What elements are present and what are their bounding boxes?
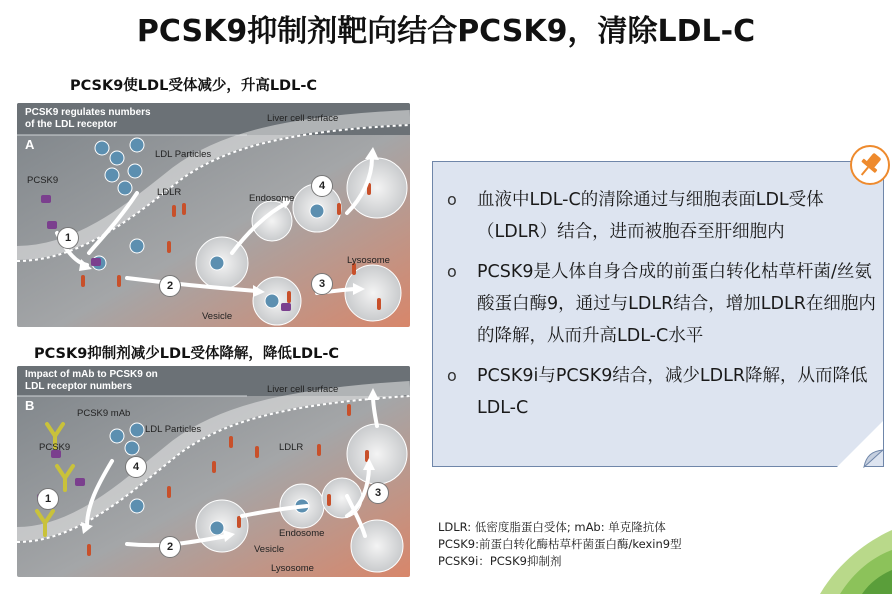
label-ldl-particles-b: LDL Particles bbox=[145, 424, 202, 435]
page-curl-icon bbox=[836, 420, 884, 468]
panel-b-diagram bbox=[17, 366, 410, 577]
label-ldlr-b: LDLR bbox=[279, 442, 304, 453]
step-3-badge-b: 3 bbox=[367, 482, 389, 504]
step-1-badge-b: 1 bbox=[37, 488, 59, 510]
step-4-badge: 4 bbox=[311, 175, 333, 197]
panel-a-caption: PCSK9使LDL受体减少，升高LDL-C bbox=[70, 78, 317, 94]
step-2-badge-b: 2 bbox=[159, 536, 181, 558]
label-pcsk9-b: PCSK9 bbox=[39, 442, 71, 453]
bullet-circle-icon: o bbox=[447, 366, 457, 385]
summary-list bbox=[447, 184, 877, 432]
label-liver-surface: Liver cell surface bbox=[267, 113, 339, 124]
label-vesicle-b: Vesicle bbox=[254, 544, 285, 555]
footnote-line-2: PCSK9:前蛋白转化酶枯草杆菌蛋白酶/kexin9型 bbox=[438, 537, 682, 551]
label-endosome-b: Endosome bbox=[279, 528, 325, 539]
page-title: PCSK9抑制剂靶向结合PCSK9，清除LDL-C bbox=[136, 14, 756, 49]
panel-a-letter: A bbox=[25, 137, 35, 152]
pushpin-icon bbox=[850, 145, 890, 185]
label-pcsk9-mab: PCSK9 mAb bbox=[77, 408, 131, 419]
panel-a-header-1: PCSK9 regulates numbers bbox=[25, 107, 151, 118]
summary-note-box bbox=[432, 161, 884, 467]
label-endosome: Endosome bbox=[249, 193, 295, 204]
label-lysosome-b: Lysosome bbox=[271, 563, 314, 574]
panel-b-illustration bbox=[17, 366, 410, 577]
panel-b-header-2: LDL receptor numbers bbox=[25, 381, 133, 392]
summary-item: o 血液中LDL-C的清除通过与细胞表面LDL受体（LDLR）结合，进而被胞吞至肝细胞内 bbox=[447, 184, 877, 248]
footnote-line-1: LDLR: 低密度脂蛋白受体; mAb: 单克隆抗体 bbox=[438, 520, 666, 534]
bullet-circle-icon: o bbox=[447, 190, 457, 209]
panel-a-header-2: of the LDL receptor bbox=[25, 119, 118, 130]
summary-item: o PCSK9是人体自身合成的前蛋白转化枯草杆菌/丝氨酸蛋白酶9，通过与LDLR结合，增加LDLR在细胞内的降解，从而升高LDL-C水平 bbox=[447, 256, 877, 352]
label-pcsk9: PCSK9 bbox=[27, 175, 59, 186]
panel-a-illustration bbox=[17, 103, 410, 327]
label-liver-surface-b: Liver cell surface bbox=[267, 384, 339, 395]
footnote-line-3: PCSK9i：PCSK9抑制剂 bbox=[438, 554, 562, 568]
label-ldl-particles: LDL Particles bbox=[155, 149, 212, 160]
label-ldlr: LDLR bbox=[157, 187, 182, 198]
corner-decoration bbox=[800, 520, 892, 594]
panel-b-header-1: Impact of mAb to PCSK9 on bbox=[25, 369, 158, 380]
label-lysosome: Lysosome bbox=[347, 255, 390, 266]
step-4-badge-b: 4 bbox=[125, 456, 147, 478]
step-2-badge: 2 bbox=[159, 275, 181, 297]
label-vesicle: Vesicle bbox=[202, 311, 233, 322]
step-3-badge: 3 bbox=[311, 273, 333, 295]
step-1-badge: 1 bbox=[57, 227, 79, 249]
panel-b-caption: PCSK9抑制剂减少LDL受体降解，降低LDL-C bbox=[34, 346, 339, 362]
bullet-circle-icon: o bbox=[447, 262, 457, 281]
panel-a-diagram bbox=[17, 103, 410, 327]
panel-b-letter: B bbox=[25, 398, 35, 413]
summary-item: o PCSK9i与PCSK9结合，减少LDLR降解，从而降低LDL-C bbox=[447, 360, 877, 424]
